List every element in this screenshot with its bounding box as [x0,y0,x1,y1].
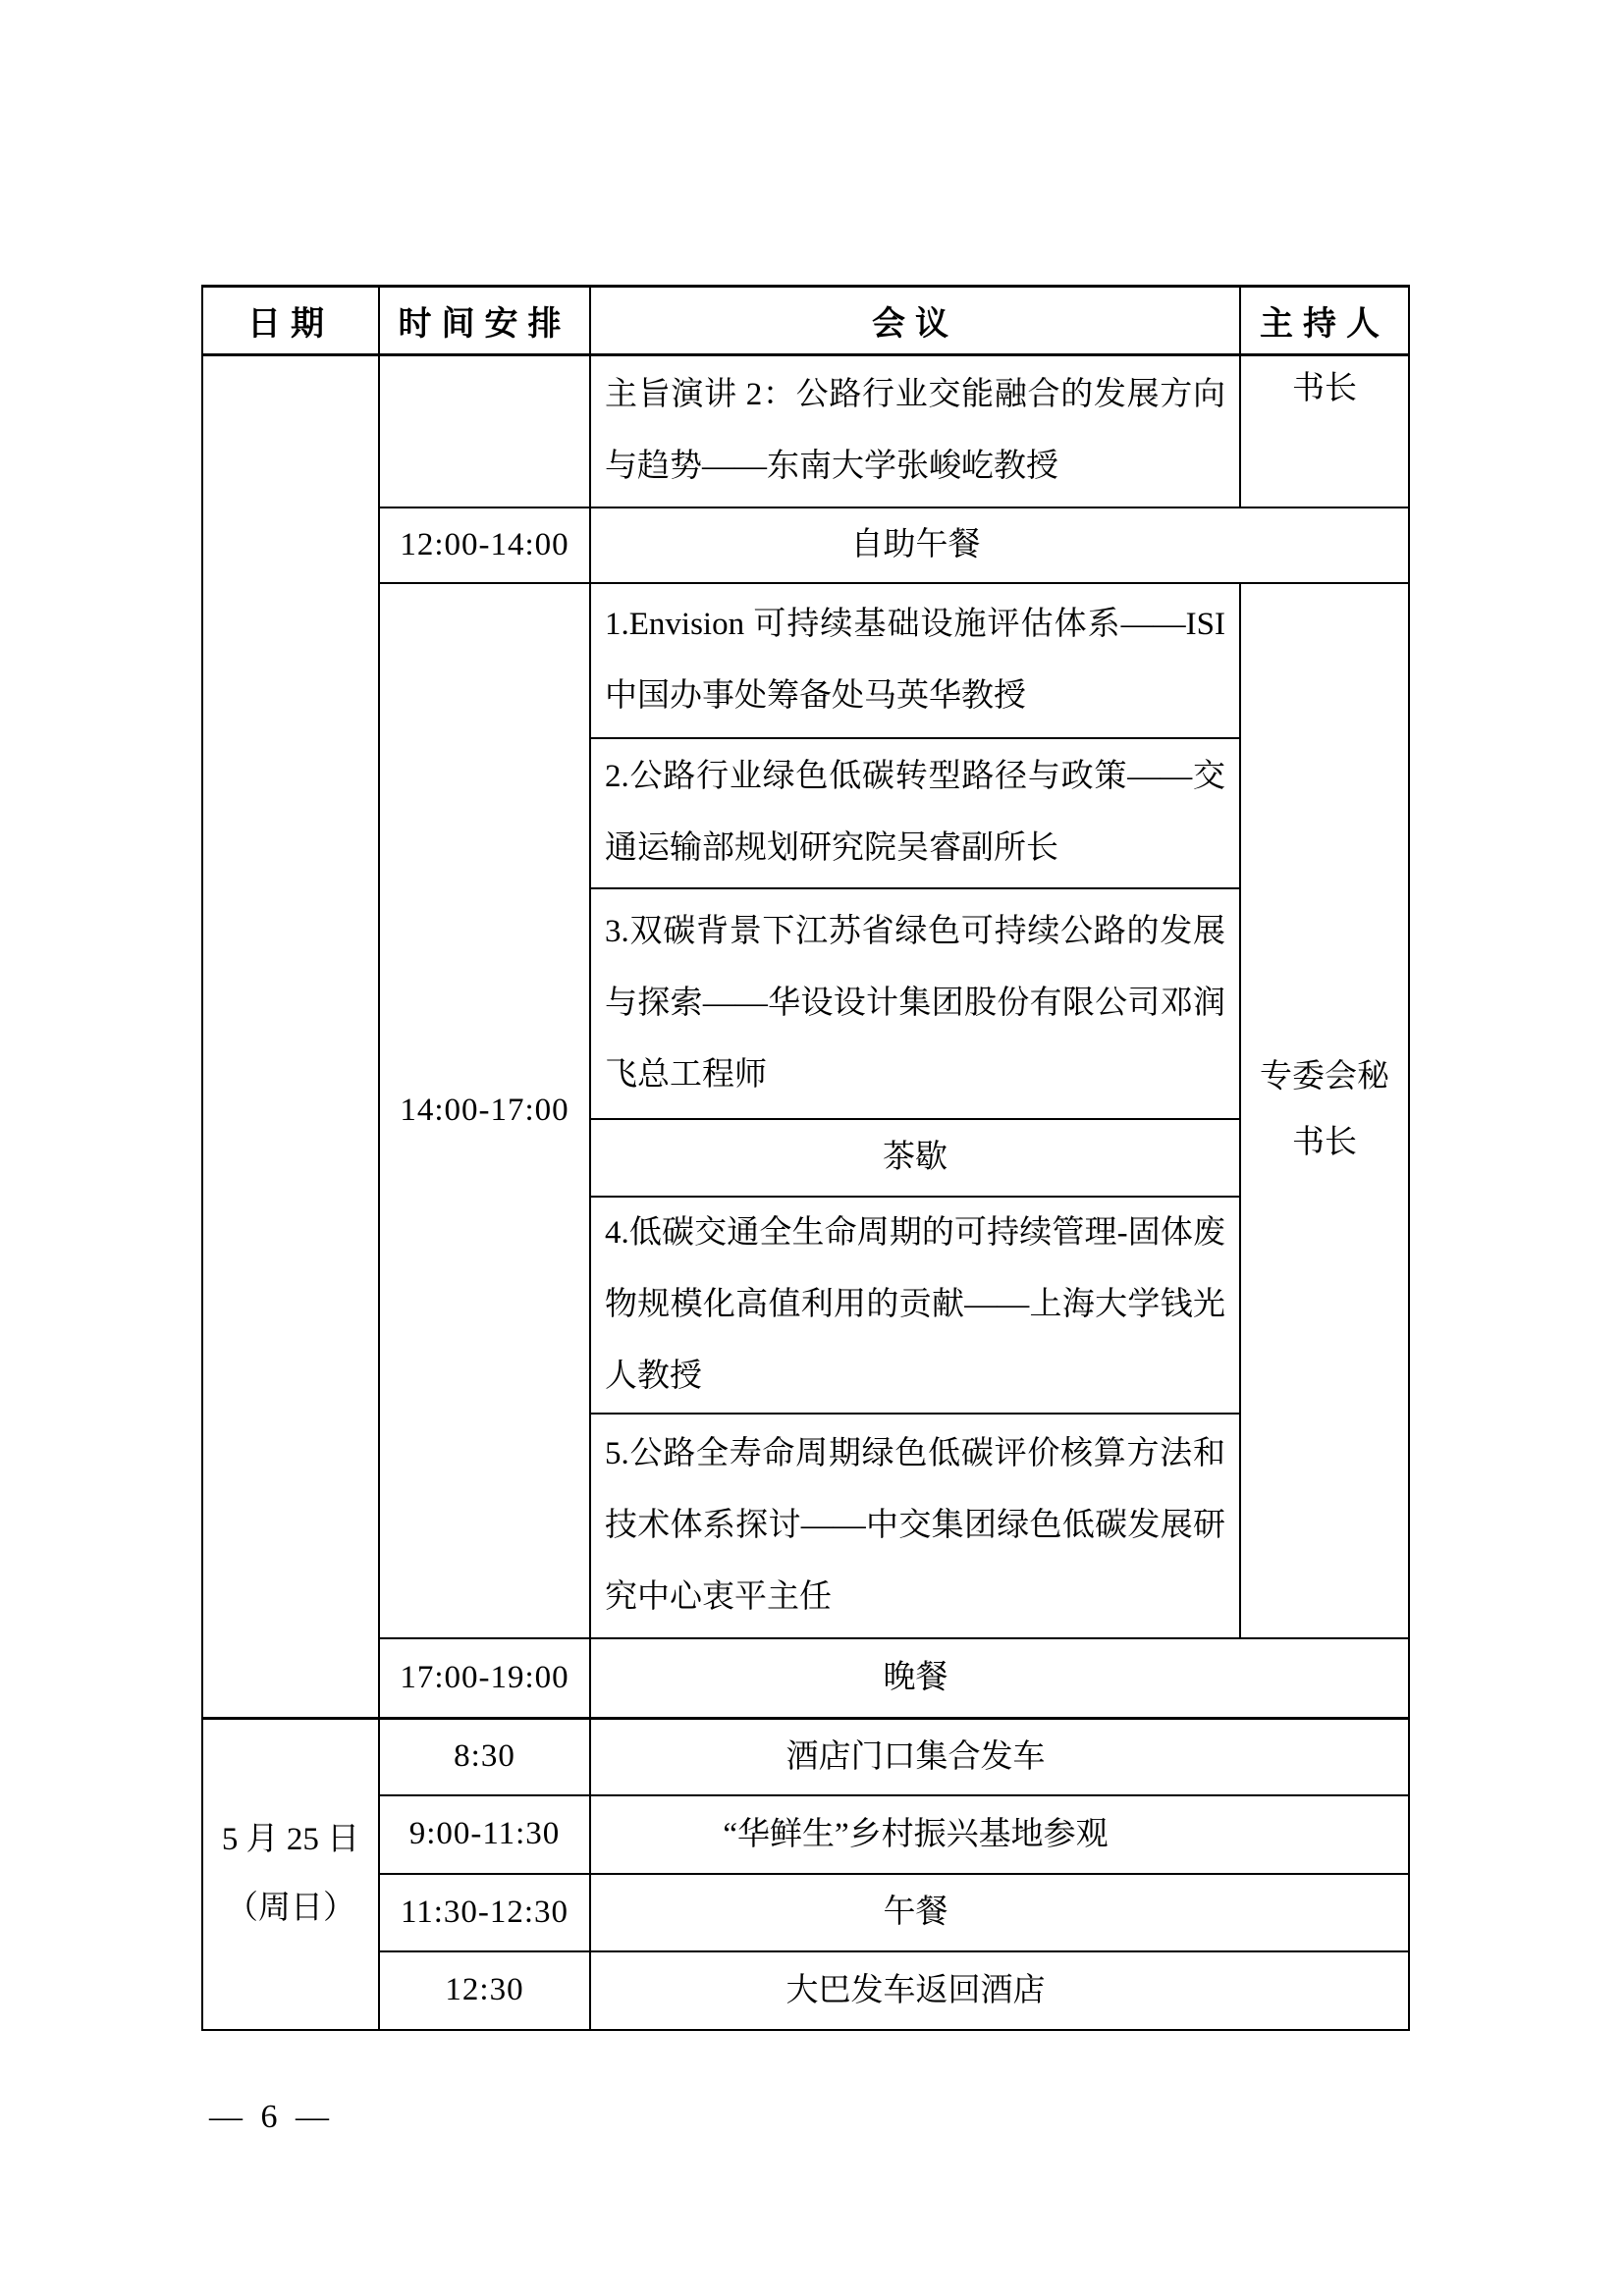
keynote2-meeting-cell: 主旨演讲 2：公路行业交能融合的发展方向与趋势——东南大学张峻屹教授 [590,355,1240,507]
day2-time-cell-3: 11:30-12:30 [379,1874,590,1951]
dinner-time-cell: 17:00-19:00 [379,1638,590,1719]
day2-row-3 [202,1874,1409,1951]
day2-meeting-cell-4: 大巴发车返回酒店 [590,1951,1409,2030]
talk-1-cell: 1.Envision 可持续基础设施评估体系——ISI 中国办事处筹备处马英华教授 [590,583,1240,738]
day2-row-1 [202,1719,1409,1795]
keynote2-host-cell: 书长 [1240,355,1409,507]
day2-time-cell-1: 8:30 [379,1719,590,1795]
tea-break-cell: 茶歇 [590,1119,1240,1197]
header-meeting: 会议 [590,287,1240,355]
lunch-row [202,507,1409,583]
day2-meeting-cell-2: “华鲜生”乡村振兴基地参观 [590,1795,1409,1874]
day2-date-cell [202,1719,379,2030]
header-host: 主持人 [1240,287,1409,355]
day2-date-line1: 5 月 25 日 [221,1822,360,1858]
dinner-meeting-cell: 晚餐 [590,1638,1409,1719]
day2-row-2 [202,1795,1409,1874]
keynote2-time-cell [379,355,590,507]
day2-row-4 [202,1951,1409,2030]
day2-meeting-cell-1: 酒店门口集合发车 [590,1719,1409,1795]
keynote2-row [202,355,1409,507]
afternoon-host-cell: 专委会秘书长 [1240,583,1409,1638]
header-row [202,287,1409,355]
header-time: 时间安排 [379,287,590,355]
dinner-row [202,1638,1409,1719]
talk-2-cell: 2.公路行业绿色低碳转型路径与政策——交通运输部规划研究院吴睿副所长 [590,738,1240,888]
day2-date-line2: （周日） [226,1891,355,1927]
header-date: 日期 [202,287,379,355]
talk-3-cell: 3.双碳背景下江苏省绿色可持续公路的发展与探索——华设设计集团股份有限公司邓润飞总工程师 [590,888,1240,1119]
day1-date-cell [202,355,379,1719]
talk-4-cell: 4.低碳交通全生命周期的可持续管理-固体废物规模化高值利用的贡献——上海大学钱光人教授 [590,1197,1240,1414]
afternoon-talk-row [202,583,1409,738]
talk-5-cell: 5.公路全寿命周期绿色低碳评价核算方法和技术体系探讨——中交集团绿色低碳发展研究中心衷平主任 [590,1414,1240,1638]
day2-time-cell-2: 9:00-11:30 [379,1795,590,1874]
day2-time-cell-4: 12:30 [379,1951,590,2030]
schedule-table-header [202,287,1409,355]
day2-meeting-cell-3: 午餐 [590,1874,1409,1951]
schedule-table [201,285,1410,2031]
lunch-meeting-cell: 自助午餐 [590,507,1409,583]
afternoon-time-cell: 14:00-17:00 [379,583,590,1638]
page-number: — 6 — [209,2099,334,2135]
schedule-table-body [202,355,1409,2030]
lunch-time-cell: 12:00-14:00 [379,507,590,583]
